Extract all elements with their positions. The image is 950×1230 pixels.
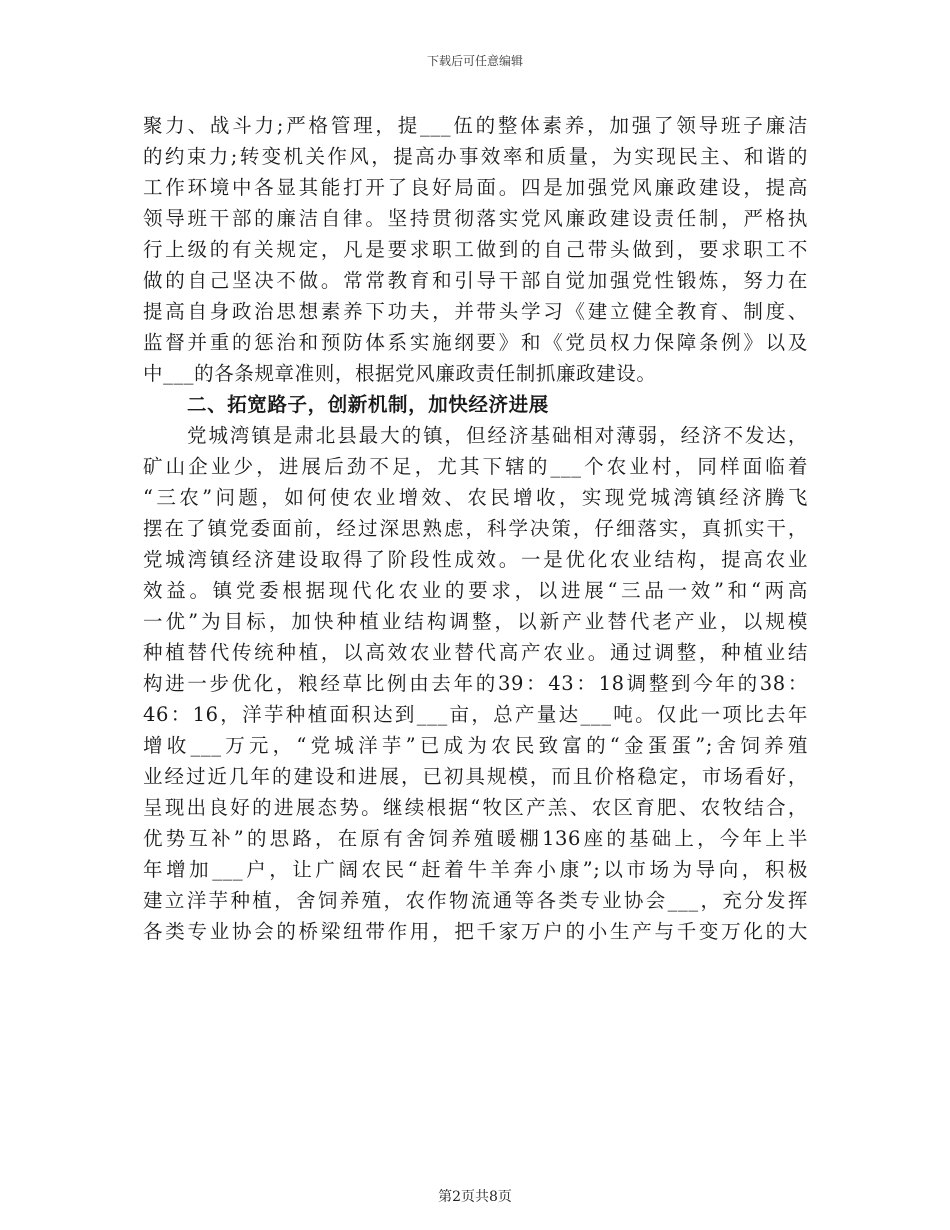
text-line: 构进一步优化，粮经草比例由去年的39：43：18调整到今年的38：: [143, 672, 808, 695]
text-line: 种植替代传统种植，以高效农业替代高产农业。通过调整，种植业结: [143, 641, 808, 664]
text-line: 行上级的有关规定，凡是要求职工做到的自己带头做到，要求职工不: [143, 238, 808, 261]
text-line: 业经过近几年的建设和进展，已初具规模，而且价格稳定，市场看好，: [143, 765, 808, 788]
text-line: 监督并重的惩治和预防体系实施纲要》和《党员权力保障条例》以及: [143, 331, 808, 354]
text-line: 46：16，洋芋种植面积达到___亩，总产量达___吨。仅此一项比去年: [143, 703, 808, 726]
text-line: 效益。镇党委根据现代化农业的要求，以进展“三品一效”和“两高: [143, 579, 808, 602]
section-heading: 二、拓宽路子，创新机制，加快经济进展: [187, 393, 549, 416]
text-line: 增收___万元，“党城洋芋”已成为农民致富的“金蛋蛋”;舍饲养殖: [143, 734, 808, 757]
text-line: 优势互补”的思路，在原有舍饲养殖暖棚136座的基础上，今年上半: [143, 827, 808, 850]
text-line: 摆在了镇党委面前，经过深思熟虑，科学决策，仔细落实，真抓实干，: [143, 517, 808, 540]
text-line: 党城湾镇是肃北县最大的镇，但经济基础相对薄弱，经济不发达，: [187, 424, 808, 447]
text-line: 年增加___户，让广阔农民“赶着牛羊奔小康”;以市场为导向，积极: [143, 858, 808, 881]
text-line: 领导班干部的廉洁自律。坚持贯彻落实党风廉政建设责任制，严格执: [143, 207, 808, 230]
text-line: 矿山企业少，进展后劲不足，尤其下辖的___个农业村，同样面临着: [143, 455, 808, 478]
text-line: 的约束力;转变机关作风，提高办事效率和质量，为实现民主、和谐的: [143, 145, 808, 168]
text-line: 做的自己坚决不做。常常教育和引导干部自觉加强党性锻炼，努力在: [143, 269, 808, 292]
text-line: 聚力、战斗力;严格管理，提___伍的整体素养，加强了领导班子廉洁: [143, 114, 808, 137]
text-line: 一优”为目标，加快种植业结构调整，以新产业替代老产业，以规模: [143, 610, 808, 633]
text-line: 中___的各条规章准则，根据党风廉政责任制抓廉政建设。: [143, 362, 657, 385]
text-line: 各类专业协会的桥梁纽带作用，把千家万户的小生产与千变万化的大: [143, 920, 808, 943]
page-header-note: 下载后可任意编辑: [426, 54, 523, 68]
document-body: [143, 110, 808, 947]
text-line: 工作环境中各显其能打开了良好局面。四是加强党风廉政建设，提高: [143, 176, 808, 199]
text-line: 呈现出良好的进展态势。继续根据“牧区产羔、农区育肥、农牧结合，: [143, 796, 808, 819]
text-line: 建立洋芋种植，舍饲养殖，农作物流通等各类专业协会___，充分发挥: [143, 889, 808, 912]
page-number-footer: 第2页共8页: [438, 1189, 512, 1205]
text-line: “三农”问题，如何使农业增效、农民增收，实现党城湾镇经济腾飞: [143, 486, 808, 509]
text-line: 党城湾镇经济建设取得了阶段性成效。一是优化农业结构，提高农业: [143, 548, 808, 571]
text-line: 提高自身政治思想素养下功夫，并带头学习《建立健全教育、制度、: [143, 300, 808, 323]
